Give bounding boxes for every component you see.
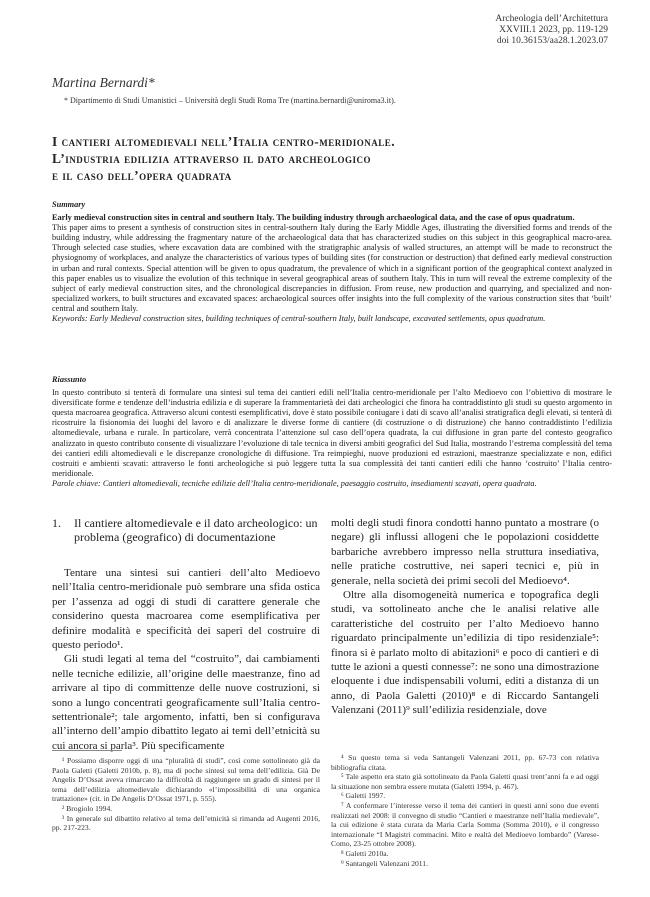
article-title [52,133,612,184]
author-name: Martina Bernardi* [52,75,155,90]
journal-info [495,14,608,47]
riassunto-block [52,375,612,489]
left-column [52,566,320,753]
footnote-3: ³ In generale sul dibattito relativo al tema dell’etnicità si rimanda ad Augenti 2016, pp. 217-223. [52,813,320,833]
journal-doi: doi 10.36153/aa28.1.2023.07 [496,36,608,46]
section-number: 1. [52,516,61,530]
journal-name: Archeologia dell’Architettura [495,14,608,24]
footnote-rule-left [52,750,122,751]
footnotes-right [331,753,599,868]
section-title: Il cantiere altomedievale e il dato archeologico: un problema (geografico) di documentazione [74,516,318,544]
summary-heading: Summary [52,200,86,209]
author-affiliation: * Dipartimento di Studi Umanistici – Università degli Studi Roma Tre (martina.bernardi@uniroma3.it). [64,96,396,105]
footnotes-left [52,756,320,833]
footnote-8: ⁸ Galetti 2010a. [341,848,389,858]
footnote-9: ⁹ Santangeli Valenzani 2011. [341,858,429,868]
journal-issue: XXVIII.1 2023, pp. 119-129 [499,25,608,35]
right-paragraph-1: molti degli studi finora condotti hanno puntato a mostrare (o negare) gli influssi allogeni che le popolazioni cosiddette barbariche avrebbero impresso nella struttura insediativa, nelle pratiche costruttive, nei saperi tecnici e, più in generale, nella società dei primi secoli del Medioevo⁴. [331,517,599,587]
summary-body: This paper aims to present a synthesis of construction sites in central-southern Italy during the Early Middle Ages, illustrating the diversified forms and trends of the building industry, while addressing the fragmentary nature of the archaeological data that has characterized studies on this subject in this geographical macro-area. Through selected case studies, where excavation data are combined with the stratigraphic analysis of walled structures, an attempt will be made to reconstruct the physiognomy of workplaces, and analyze the characteristics of various types of building sites (for construction or destruction) that defined early medieval construction in urban and rural contexts. Special attention will be given to opus quadratum, the prevalence of which in a significant portion of the geographical context analyzed in this paper enables us to visualize the evolution of this technique in several geographical areas of southern Italy. This in turn will reveal the extreme complexity of the subject of early medieval construction sites, and the chronological discrepancies in diffusion. From reuse, new production and quarrying, and specialized and non-specialized workers, to built structures and excavated spaces: archaeological sources offer insights into the full complexity of the various construction sites that ‘built’ central and southern Italy. [52,223,612,313]
right-column [331,516,599,718]
left-paragraph-2: Gli studi legati al tema del “costruito”, dai cambiamenti nelle tecniche edilizie, all’origine delle maestranze, fino ad arrivare al tipo di committenze delle nuove costruzioni, si sono a lungo concentrati geograficamente sull’Italia centro-settentrionale²; tale argomento, infatti, ben si configurava all’interno dell’ampio dibattito legato ai temi dell’etnicità su cui ancora si parla³. Più specificamente [52,653,320,752]
summary-block [52,200,612,324]
title-line-3: e il caso dell’opera quadrata [52,168,232,183]
right-paragraph-2: Oltre alla disomogeneità numerica e topografica degli studi, va sottolineato anche che le analisi relative alle caratteristiche del costruito per l’alto Medioevo hanno riguardato principalmente un’edilizia di tipo residenziale⁵: finora si è parlato molto di abitazioni⁶ e poco di cantieri e di tutte le azioni a questi connesse⁷: ne sono una dimostrazione eloquente i due indispensabili volumi, editi a distanza di un anno, di Paola Galetti (2010)⁸ e di Riccardo Santangeli Valenzani (2011)⁹ sull’edilizia residenziale, dove [331,589,599,717]
section-heading [52,516,320,544]
footnote-2: ² Brogiolo 1994. [62,803,113,813]
left-paragraph-1: Tentare una sintesi sui cantieri dell’alto Medioevo nell’Italia centro-meridionale può sembrare una sfida ostica per l’assenza ad oggi di studi di carattere generale che considerino questa macroarea come esemplificativa per definire modalità e specificità dei saperi del costruire di questo periodo¹. [52,567,320,652]
footnote-5: ⁵ Tale aspetto era stato già sottolineato da Paola Galetti quasi trent’anni fa e ad oggi la situazione non sembra essere mutata (Galetti 1994, p. 467). [331,772,599,791]
riassunto-body: In questo contributo si tenterà di formulare una sintesi sul tema dei cantieri edili nell’Italia centro-meridionale per l’alto Medioevo con l’obiettivo di mostrare le diversificate forme e tendenze dell’industria edilizia e di superare la frammentarietà dei dati archeologici che finora ha contraddistinto gli studi su questo argomento in questa macroarea geografica. Attraverso alcuni contesti esemplificativi, dove è stato possibile coniugare i dati di scavo all’analisi stratigrafica degli elevati, si tenterà di ricostruire la fisionomia dei luoghi del lavoro e di analizzare le diverse forme di cantiere (di costruzione o di distruzione) che hanno contraddistinto l’edilizia altomedievale, urbana e rurale. In particolare, verrà concentrata l’attenzione sul caso dell’opera quadrata, la cui diffusione in gran parte del contesto geografico analizzato in questo contributo consente di visualizzare l’evoluzione di tale tecnica in diversi ambiti geografici del Sud Italia, mostrando l’estrema complessità del tema dei cantieri edili altomedievali e le discrepanze cronologiche di diffusione. Tra reimpieghi, nuove produzioni ed estrazioni, maestranze specializzate e non, edifici costruiti e ambienti scavati: attraverso le fonti archeologiche si può leggere tutta la sua complessità dei tanti cantieri edili che hanno ‘costruito’ l’Italia centro-meridionale. [52,388,612,478]
footnote-7: ⁷ A confermare l’interesse verso il tema dei cantieri in questi anni sono due eventi realizzati nel 2008: il convegno di studio “Cantieri e maestranze nell’Italia medievale”, la cui edizione è stata curata da Maria Carla Somma (Somma 2010), e il congresso internazionale “I Magistri commacini. Mito e realtà del Medioevo lombardo” (Varese-Como, 23-25 ottobre 2008). [331,800,599,849]
footnote-1: ¹ Possiamo disporre oggi di una “pluralità di studi”, così come sottolineato già da Paola Galetti (Galetti 2010b, p. 8), ma di poche sintesi sul tema dell’edilizia. Già De Angelis D’Ossat aveva rimarcato la difficoltà di raggiungere un grado di sintesi per il tema dell’edilizia altomedievale dichiarando «l’impossibilità di una organica trattazione» (cit. in De Angelis D’Ossat 1971, p. 555). [52,756,320,804]
title-line-1: I cantieri altomedievali nell’Italia centro-meridionale. [52,134,396,149]
riassunto-keywords: Parole chiave: Cantieri altomedievali, tecniche edilizie dell’Italia centro-meridionale, paesaggio costruito, insediamenti scavati, opera quadrata. [52,478,537,488]
title-line-2: L’industria edilizia attraverso il dato archeologico [52,151,372,166]
summary-keywords: Keywords: Early Medieval construction sites, building techniques of central-southern Italy, built landscape, excavated settlements, opus quadratum. [52,314,546,324]
summary-subtitle: Early medieval construction sites in central and southern Italy. The building industry through archaeological data, and the case of opus quadratum. [52,213,575,223]
footnote-6: ⁶ Galetti 1997. [341,791,386,801]
riassunto-heading: Riassunto [52,375,87,384]
footnote-4: ⁴ Su questo tema si veda Santangeli Valenzani 2011, pp. 67-73 con relativa bibliografia citata. [331,753,599,772]
